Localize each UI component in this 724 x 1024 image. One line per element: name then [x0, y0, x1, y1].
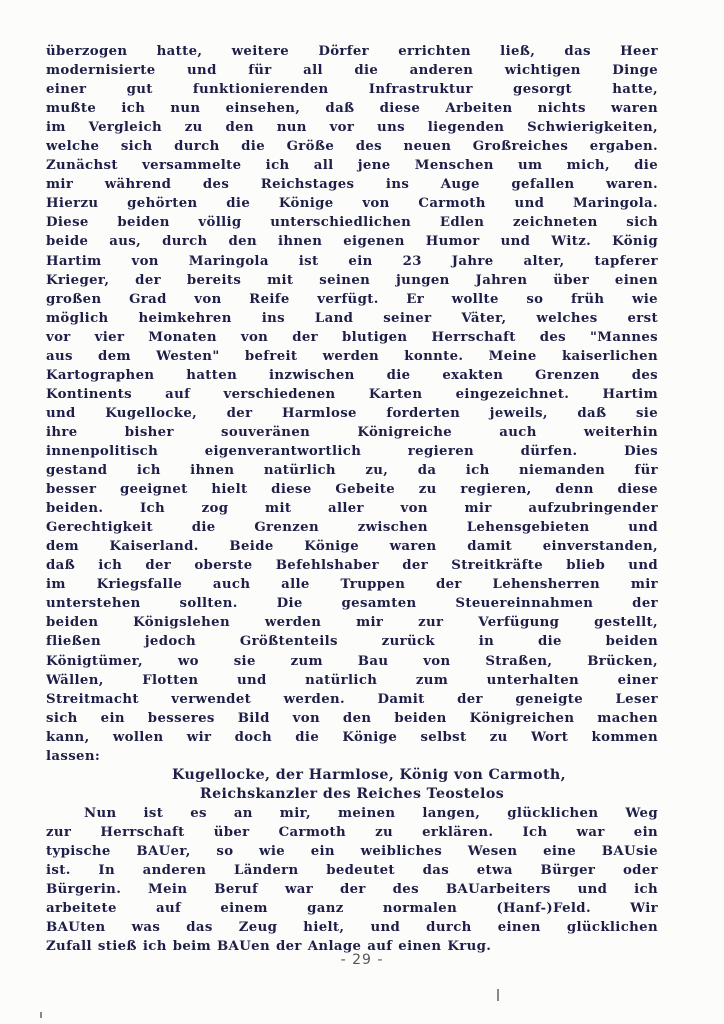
text-line: Hartim von Maringola ist ein 23 Jahre alter, tapferer	[46, 253, 658, 269]
text-line: fließen jedoch Größtenteils zurück in die beiden	[46, 634, 658, 650]
text-line: modernisierte und für all die anderen wichtigen Dinge	[46, 63, 658, 79]
text-line: arbeitete auf einem ganz normalen (Hanf-)Feld. Wir	[46, 901, 658, 917]
text-line: sich ein besseres Bild von den beiden Königreichen machen	[46, 710, 658, 726]
scan-speck	[497, 989, 499, 1001]
text-line: großen Grad von Reife verfügt. Er wollte so früh wie	[46, 291, 658, 307]
text-line: überzogen hatte, weitere Dörfer errichten ließ, das Heer	[46, 44, 658, 59]
text-line: gestand ich ihnen natürlich zu, da ich niemanden für	[46, 463, 658, 479]
text-line: einer gut funktionierenden Infrastruktur gesorgt hatte,	[46, 82, 658, 98]
text-line: beiden. Ich zog mit aller von mir aufzubringender	[46, 501, 658, 517]
text-line: ihre bisher souveränen Königreiche auch weiterhin	[46, 424, 658, 440]
chapter-heading-line-1: Kugellocke, der Harmlose, König von Carmoth,	[172, 766, 566, 783]
text-line: besser geeignet hielt diese Gebeite zu regieren, denn diese	[46, 482, 658, 498]
text-line: Streitmacht verwendet werden. Damit der geneigte Leser	[46, 691, 658, 707]
text-line: innenpolitisch eigenverantwortlich regieren dürfen. Dies	[46, 443, 658, 459]
text-line: Diese beiden völlig unterschiedlichen Edlen zeichneten sich	[46, 215, 658, 231]
text-line: Kartographen hatten inzwischen die exakten Grenzen des	[46, 367, 658, 383]
text-line: aus dem Westen" befreit werden konnte. Meine kaiserlichen	[46, 348, 658, 364]
page-number: - 29 -	[340, 952, 384, 968]
text-line: zur Herrschaft über Carmoth zu erklären. Ich war ein	[46, 824, 658, 840]
chapter-heading-line-2: Reichskanzler des Reiches Teostelos	[199, 785, 505, 802]
text-line: mußte ich nun einsehen, daß diese Arbeiten nichts waren	[46, 101, 658, 117]
text-line: Königtümer, wo sie zum Bau von Straßen, Brücken,	[46, 653, 658, 669]
text-line: typische BAUer, so wie ein weibliches Wesen eine BAUsie	[46, 843, 658, 859]
text-line: im Kriegsfalle auch alle Truppen der Lehensherren mir	[46, 577, 658, 593]
text-line: möglich heimkehren ins Land seiner Väter, welches erst	[46, 310, 658, 326]
text-line: BAUten was das Zeug hielt, und durch einen glücklichen	[46, 920, 658, 936]
text-line: kann, wollen wir doch die Könige selbst zu Wort kommen	[46, 729, 658, 745]
text-line: Nun ist es an mir, meinen langen, glücklichen Weg	[84, 805, 658, 821]
page-text	[46, 42, 658, 956]
text-line: Krieger, der bereits mit seinen jungen Jahren über einen	[46, 272, 658, 288]
text-line: beiden Königslehen werden mir zur Verfügung gestellt,	[46, 615, 658, 631]
text-line: im Vergleich zu den nun vor uns liegenden Schwierigkeiten,	[46, 120, 658, 136]
text-line: mir während des Reichstages ins Auge gefallen waren.	[46, 177, 658, 193]
body-paragraph-1	[46, 42, 658, 766]
text-line: lassen:	[46, 748, 101, 764]
text-line: beide aus, durch den ihnen eigenen Humor und Witz. König	[46, 234, 658, 250]
text-line: vor vier Monaten von der blutigen Herrschaft des "Mannes	[46, 329, 658, 345]
text-line: Kontinents auf verschiedenen Karten eingezeichnet. Hartim	[46, 386, 658, 402]
text-line: Zunächst versammelte ich all jene Menschen um mich, die	[46, 158, 658, 174]
body-paragraph-2	[46, 804, 658, 956]
text-line: Wällen, Flotten und natürlich zum unterhalten einer	[46, 672, 658, 688]
text-line: Hierzu gehörten die Könige von Carmoth und Maringola.	[46, 196, 658, 212]
text-line: unterstehen sollten. Die gesamten Steuereinnahmen der	[46, 596, 658, 612]
scan-speck	[40, 1012, 42, 1018]
text-line: ist. In anderen Ländern bedeutet das etwa Bürger oder	[46, 863, 658, 879]
text-line: Gerechtigkeit die Grenzen zwischen Lehensgebieten und	[46, 520, 658, 536]
text-line: und Kugellocke, der Harmlose forderten jeweils, daß sie	[46, 405, 658, 421]
text-line: dem Kaiserland. Beide Könige waren damit einverstanden,	[46, 539, 658, 555]
text-line: Zufall stieß ich beim BAUen der Anlage auf einen Krug.	[46, 939, 492, 955]
text-line: Bürgerin. Mein Beruf war der des BAUarbeiters und ich	[46, 882, 658, 898]
text-line: daß ich der oberste Befehlshaber der Streitkräfte blieb und	[46, 558, 658, 574]
text-line: welche sich durch die Größe des neuen Großreiches ergaben.	[46, 139, 658, 155]
